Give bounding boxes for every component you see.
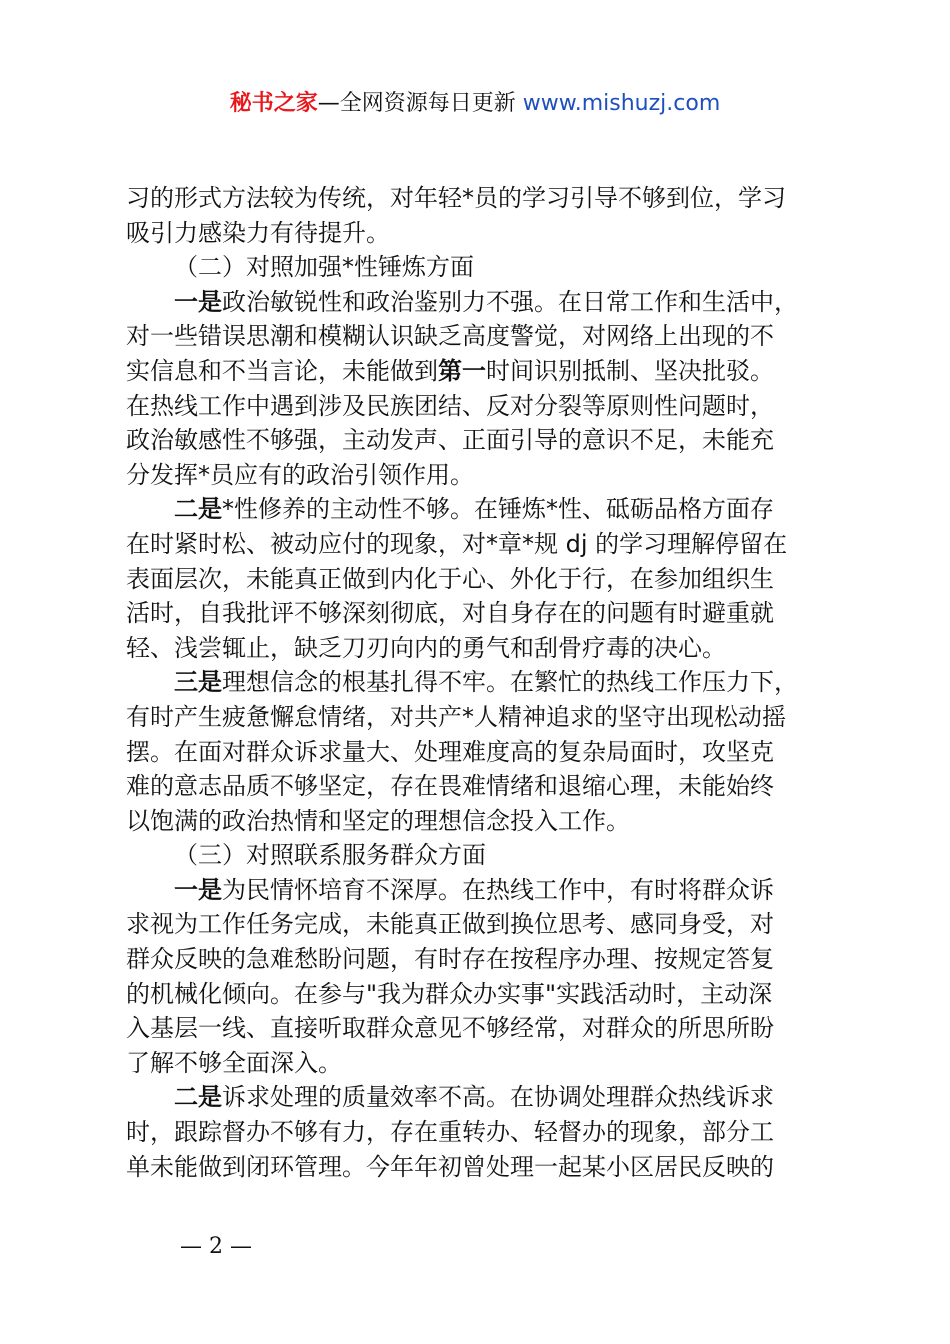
text-run: *性修养的主动性不够。在锤炼*性、砥砺品格方面存 (222, 495, 774, 524)
text-run: 吸引力感染力有待提升。 (126, 218, 390, 247)
header-url[interactable]: www.mishuzj.com (522, 91, 721, 116)
text-line (126, 631, 826, 666)
text-run: 时间识别抵制、坚决批驳。 (486, 356, 774, 385)
text-line (126, 181, 826, 216)
text-run: 在时紧时松、被动应付的现象，对*章*规 dj 的学习理解停留在 (126, 529, 788, 558)
text-run: 为民情怀培育不深厚。在热线工作中，有时将群众诉 (222, 875, 774, 904)
text-line (126, 977, 826, 1012)
header-tagline: —全网资源每日更新 (317, 91, 523, 116)
text-run: 分发挥*员应有的政治引领作用。 (126, 460, 474, 489)
text-run: 习的形式方法较为传统，对年轻*员的学习引导不够到位，学习 (126, 184, 786, 212)
text-run: 了解不够全面深入。 (126, 1048, 342, 1077)
text-run: 活时，自我批评不够深刻彻底，对自身存在的问题有时避重就 (126, 599, 774, 628)
text-run: 难的意志品质不够坚定，存在畏难情绪和退缩心理，未能始终 (126, 772, 774, 801)
text-line (126, 1150, 826, 1185)
text-run: 在热线工作中遇到涉及民族团结、反对分裂等原则性问题时， (126, 391, 774, 420)
text-line (126, 285, 826, 320)
text-line (126, 319, 826, 354)
text-line (126, 423, 826, 458)
text-line (126, 1046, 826, 1081)
text-line (126, 596, 826, 631)
text-line (126, 873, 826, 908)
text-run: 政治敏锐性和政治鉴别力不强。在日常工作和生活中， (222, 287, 798, 316)
text-run: 政治敏感性不够强，主动发声、正面引导的意识不足，未能充 (126, 426, 774, 455)
document-body (126, 181, 826, 1184)
bold-run: 一是 (174, 287, 222, 316)
bold-run: 二是 (174, 1083, 222, 1112)
text-run: （二）对照加强*性锤炼方面 (174, 253, 474, 282)
text-run: 对一些错误思潮和模糊认识缺乏高度警觉，对网络上出现的不 (126, 322, 774, 351)
text-run: 时，跟踪督办不够有力，存在重转办、轻督办的现象，部分工 (126, 1118, 774, 1147)
text-run: 实信息和不当言论，未能做到 (126, 356, 438, 385)
text-run: 以饱满的政治热情和坚定的理想信念投入工作。 (126, 806, 630, 835)
text-run: 诉求处理的质量效率不高。在协调处理群众热线诉求 (222, 1083, 774, 1112)
bold-run: 二是 (174, 495, 222, 524)
page-header (0, 88, 950, 120)
text-line (126, 907, 826, 942)
text-run: 入基层一线、直接听取群众意见不够经常，对群众的所思所盼 (126, 1014, 774, 1043)
page-number: — 2 — (180, 1234, 252, 1259)
text-line (126, 389, 826, 424)
text-line (126, 527, 826, 562)
bold-run: 一是 (174, 875, 222, 904)
text-run: 群众反映的急难愁盼问题，有时存在按程序办理、按规定答复 (126, 945, 774, 974)
text-line (126, 838, 826, 873)
text-run: 摆。在面对群众诉求量大、处理难度高的复杂局面时，攻坚克 (126, 737, 774, 766)
text-run: 轻、浅尝辄止，缺乏刀刃向内的勇气和刮骨疗毒的决心。 (126, 633, 726, 662)
text-line (126, 492, 826, 527)
text-line (126, 250, 826, 285)
text-line (126, 216, 826, 251)
text-line (126, 1011, 826, 1046)
text-line (126, 735, 826, 770)
bold-run: 第一 (438, 356, 486, 385)
text-line (126, 804, 826, 839)
text-line (126, 700, 826, 735)
bold-run: 三是 (174, 668, 222, 697)
text-run: （三）对照联系服务群众方面 (174, 841, 486, 870)
text-line (126, 769, 826, 804)
text-run: 求视为工作任务完成，未能真正做到换位思考、感同身受，对 (126, 910, 774, 939)
text-line (126, 354, 826, 389)
text-line (126, 1080, 826, 1115)
text-line (126, 458, 826, 493)
text-run: 理想信念的根基扎得不牢。在繁忙的热线工作压力下， (222, 668, 798, 697)
text-run: 单未能做到闭环管理。今年年初曾处理一起某小区居民反映的 (126, 1152, 774, 1181)
header-brand: 秘书之家 (229, 91, 318, 116)
text-run: 的机械化倾向。在参与"我为群众办实事"实践活动时，主动深 (126, 979, 773, 1008)
text-run: 有时产生疲惫懈怠情绪，对共产*人精神追求的坚守出现松动摇 (126, 702, 786, 731)
text-line (126, 1115, 826, 1150)
text-line (126, 942, 826, 977)
text-line (126, 562, 826, 597)
text-line (126, 665, 826, 700)
text-run: 表面层次，未能真正做到内化于心、外化于行，在参加组织生 (126, 564, 774, 593)
